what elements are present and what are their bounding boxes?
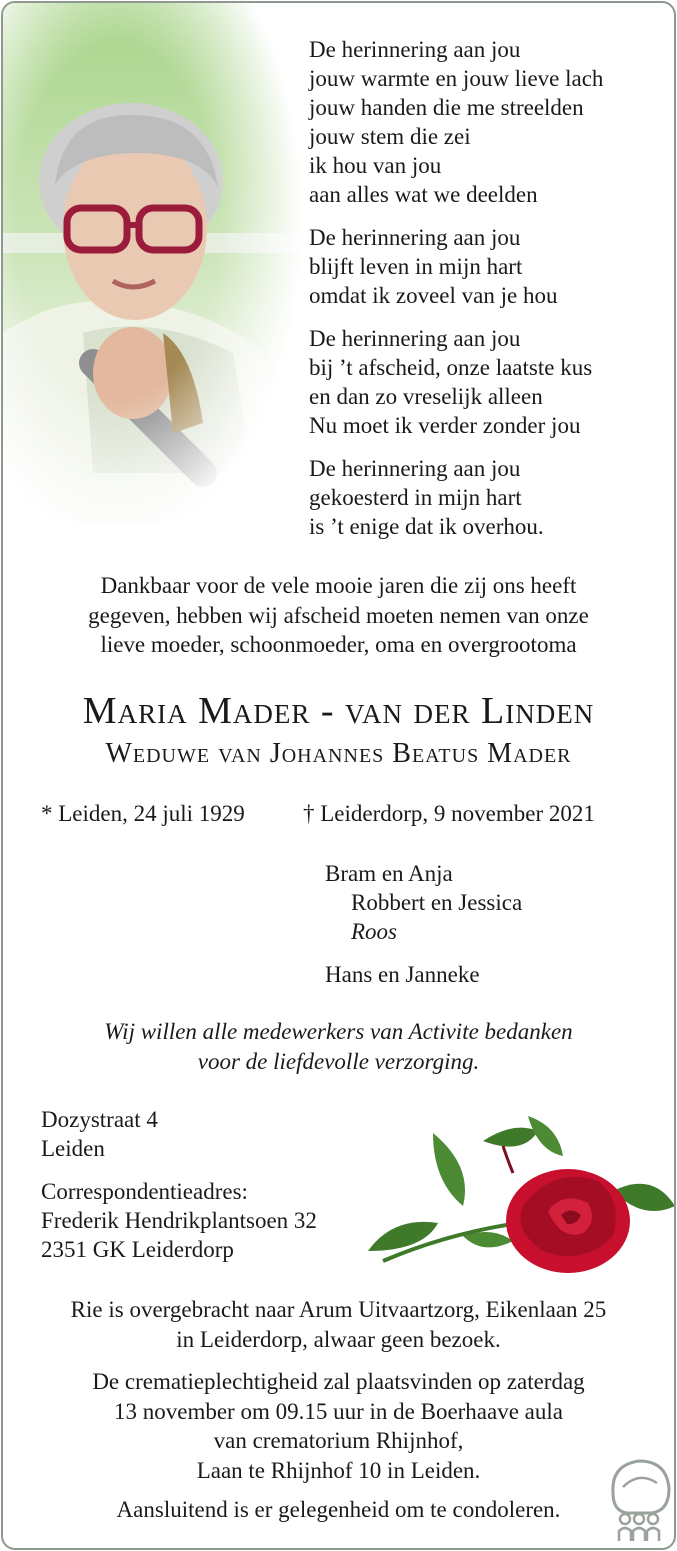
ceremony-info bbox=[3, 1367, 674, 1485]
poem-line: en dan zo vreselijk alleen bbox=[309, 384, 543, 409]
poem-line: De herinnering aan jou bbox=[309, 37, 521, 62]
poem-line: bij ’t afscheid, onze laatste kus bbox=[309, 355, 593, 380]
poem-line: gekoesterd in mijn hart bbox=[309, 485, 522, 510]
poem-line: blijft leven in mijn hart bbox=[309, 254, 523, 279]
correspondence-street: Frederik Hendrikplantsoen 32 bbox=[41, 1208, 317, 1233]
family-parents: Hans en Janneke bbox=[325, 962, 480, 987]
intro-line: Dankbaar voor de vele mooie jaren die zij ons heeft bbox=[100, 573, 577, 598]
info-line: 13 november om 09.15 uur in de Boerhaave aula bbox=[113, 1398, 563, 1424]
poem-stanza bbox=[309, 454, 659, 541]
poem-line: aan alles wat we deelden bbox=[309, 182, 538, 207]
condolence-info: Aansluitend is er gelegenheid om te condoleren. bbox=[116, 1497, 561, 1522]
birth-date: * Leiden, 24 juli 1929 bbox=[41, 801, 245, 826]
address-city: Leiden bbox=[41, 1136, 105, 1161]
info-line: Rie is overgebracht naar Arum Uitvaartzorg, Eikenlaan 25 bbox=[70, 1297, 607, 1322]
thanks-text bbox=[3, 1017, 674, 1076]
info-line: De crematieplechtigheid zal plaatsvinden op zaterdag bbox=[92, 1369, 585, 1394]
poem-stanza bbox=[309, 223, 659, 310]
poem-line: jouw warmte en jouw lieve lach bbox=[309, 66, 604, 91]
rose-image bbox=[363, 1111, 676, 1279]
poem-line: De herinnering aan jou bbox=[309, 326, 521, 351]
address-spacer bbox=[41, 1163, 317, 1177]
poem-stanza bbox=[309, 324, 659, 440]
obituary-card bbox=[1, 1, 676, 1550]
poem-stanza bbox=[309, 35, 659, 209]
portrait-photo bbox=[3, 3, 303, 523]
thanks-line: voor de liefdevolle verzorging. bbox=[197, 1048, 480, 1074]
correspondence-city: 2351 GK Leiderdorp bbox=[41, 1237, 234, 1262]
address-block bbox=[41, 1105, 317, 1264]
family-parents: Bram en Anja bbox=[325, 861, 453, 886]
correspondence-label: Correspondentieadres: bbox=[41, 1179, 248, 1204]
widow-line: Weduwe van Johannes Beatus Mader bbox=[105, 738, 572, 769]
info-line: Laan te Rhijnhof 10 in Leiden. bbox=[196, 1457, 481, 1483]
family-list bbox=[325, 859, 522, 989]
poem-line: ik hou van jou bbox=[309, 153, 442, 178]
poem-line: De herinnering aan jou bbox=[309, 456, 521, 481]
intro-line: lieve moeder, schoonmoeder, oma en overgrootoma bbox=[100, 632, 577, 657]
intro-text bbox=[3, 571, 674, 660]
death-date: † Leiderdorp, 9 november 2021 bbox=[303, 801, 595, 826]
deceased-name: Maria Mader - van der Linden bbox=[82, 690, 595, 732]
poem bbox=[309, 35, 659, 555]
family-child: Robbert en Jessica bbox=[351, 890, 523, 915]
thanks-line: Wij willen alle medewerkers van Activite bedanken bbox=[104, 1019, 573, 1044]
intro-line: gegeven, hebben wij afscheid moeten nemen van onze bbox=[88, 602, 589, 628]
info-line: in Leiderdorp, alwaar geen bezoek. bbox=[176, 1326, 501, 1352]
poem-line: jouw stem die zei bbox=[309, 124, 471, 149]
info-line: van crematorium Rhijnhof, bbox=[213, 1428, 464, 1453]
transfer-info bbox=[3, 1295, 674, 1354]
address-street: Dozystraat 4 bbox=[41, 1107, 158, 1132]
family-spacer bbox=[325, 946, 522, 960]
poem-line: De herinnering aan jou bbox=[309, 225, 521, 250]
family-grandchild: Roos bbox=[351, 919, 397, 944]
poem-line: is ’t enige dat ik overhou. bbox=[309, 514, 544, 539]
poem-line: omdat ik zoveel van je hou bbox=[309, 283, 558, 308]
poem-line: Nu moet ik verder zonder jou bbox=[309, 413, 581, 438]
funeral-home-logo bbox=[603, 1453, 675, 1545]
poem-line: jouw handen die me streelden bbox=[309, 95, 584, 120]
